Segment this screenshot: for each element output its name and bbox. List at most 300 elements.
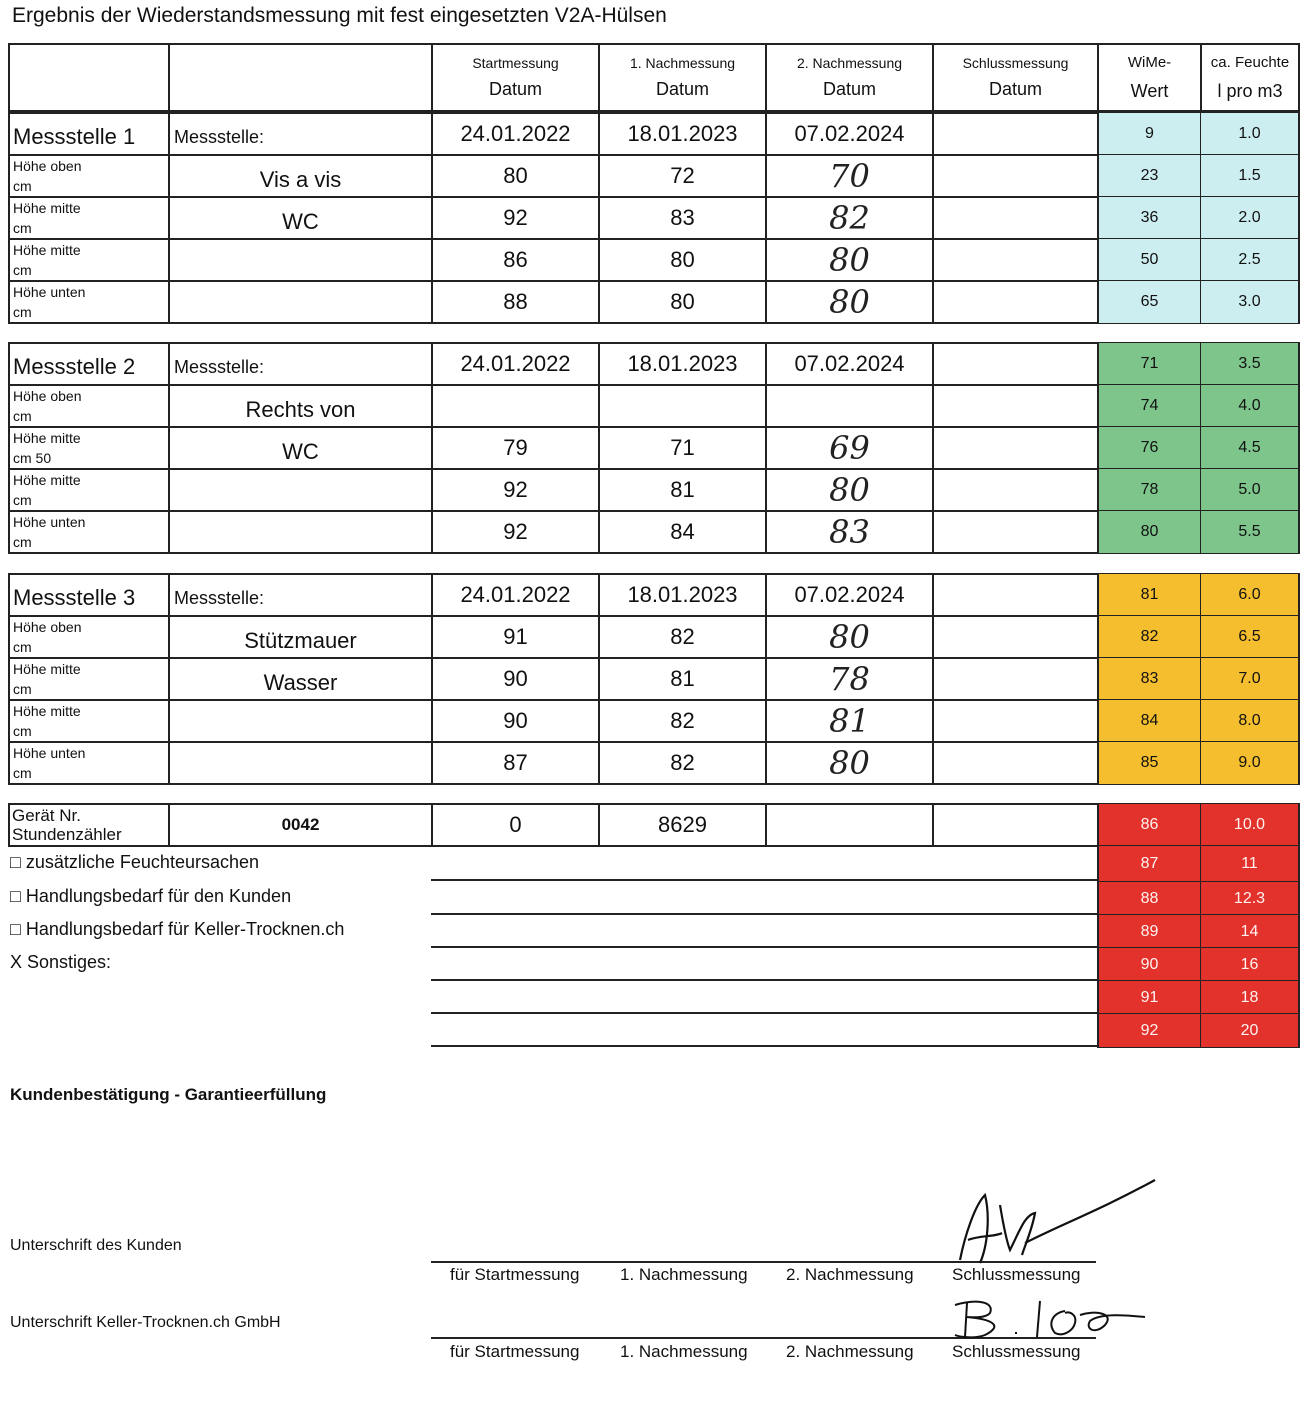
handwritten-value: 80 <box>829 744 870 782</box>
value-cell <box>932 699 1099 743</box>
scale-wime-cell <box>1097 573 1202 617</box>
measurement-date: 18.01.2023 <box>627 582 738 607</box>
location-cell <box>168 699 433 743</box>
section-name-cell <box>8 342 170 386</box>
device-label-number: Gerät Nr. <box>12 806 81 825</box>
write-line <box>431 979 1099 981</box>
handwritten-value: 80 <box>829 241 870 279</box>
device-value-cell <box>932 803 1099 847</box>
header-datum-label: Datum <box>988 79 1042 99</box>
scale-wime-cell <box>1097 154 1202 198</box>
location-text: Wasser <box>263 670 338 695</box>
header-datum-label: Datum <box>822 79 876 99</box>
location-cell <box>168 657 433 701</box>
value-cell <box>932 426 1099 470</box>
messstelle-label: Messstelle: <box>174 357 265 377</box>
date-cell <box>598 342 767 386</box>
device-label-hours: Stundenzähler <box>12 825 122 844</box>
scale-feuchte-cell <box>1200 112 1300 156</box>
value-cell <box>765 741 934 785</box>
header-col-label: Schlussmessung <box>962 55 1069 71</box>
device-value-cell <box>431 803 600 847</box>
header-col-1 <box>598 43 767 112</box>
device-value-cell <box>598 803 767 847</box>
scale-wime-cell <box>1097 845 1202 883</box>
value-cell <box>431 741 600 785</box>
scale-feuchte-value: 2.0 <box>1238 209 1261 226</box>
messstelle-label-cell <box>168 573 433 617</box>
date-cell <box>431 342 600 386</box>
value-cell <box>598 741 767 785</box>
value-cell <box>598 154 767 198</box>
row-label-cell <box>8 280 170 324</box>
company-signature-sublabel: 1. Nachmessung <box>620 1342 748 1361</box>
value-cell <box>932 384 1099 428</box>
value-cell <box>598 280 767 324</box>
scale-feuchte-cell <box>1200 699 1300 743</box>
measured-value: 82 <box>670 750 695 775</box>
date-cell <box>932 342 1099 386</box>
handwritten-value: 80 <box>829 471 870 509</box>
scale-wime-value: 89 <box>1140 922 1159 940</box>
scale-wime-cell <box>1097 615 1202 659</box>
value-cell <box>765 657 934 701</box>
scale-feuchte-cell <box>1200 741 1300 785</box>
value-cell <box>932 741 1099 785</box>
row-label-cell <box>8 238 170 282</box>
location-cell <box>168 384 433 428</box>
value-cell <box>598 196 767 240</box>
option-item[interactable]: □ Handlungsbedarf für den Kunden <box>10 886 292 906</box>
scale-feuchte-value: 3.0 <box>1238 293 1261 310</box>
value-cell <box>932 468 1099 512</box>
device-number-cell <box>168 803 433 847</box>
customer-signature-sublabel: 1. Nachmessung <box>620 1265 748 1284</box>
date-cell <box>598 112 767 156</box>
header-col-3 <box>932 43 1099 112</box>
row-label-height: Höhe mitte <box>13 242 81 258</box>
value-cell <box>431 510 600 554</box>
scale-wime-value: 76 <box>1140 439 1159 456</box>
value-cell <box>431 699 600 743</box>
value-cell <box>765 238 934 282</box>
scale-feuchte-cell <box>1200 510 1300 554</box>
date-cell <box>765 573 934 617</box>
date-cell <box>431 112 600 156</box>
scale-feuchte-value: 9.0 <box>1238 754 1261 771</box>
scale-wime-cell <box>1097 881 1202 916</box>
scale-feuchte-value: 16 <box>1240 955 1259 973</box>
scale-wime-cell <box>1097 196 1202 240</box>
measurement-date: 07.02.2024 <box>794 582 905 607</box>
measured-value: 86 <box>503 247 528 272</box>
value-cell <box>431 384 600 428</box>
scale-feuchte-value: 20 <box>1240 1021 1259 1039</box>
scale-feuchte-value: 8.0 <box>1238 712 1261 729</box>
row-label-unit: cm <box>13 723 32 739</box>
scale-wime-value: 87 <box>1140 855 1159 872</box>
measured-value: 79 <box>503 435 528 460</box>
measured-value: 72 <box>670 163 695 188</box>
device-number: 0042 <box>281 815 320 834</box>
scale-feuchte-value: 12.3 <box>1233 889 1266 907</box>
value-cell <box>765 154 934 198</box>
row-label-unit: cm <box>13 262 32 278</box>
row-label-cell <box>8 196 170 240</box>
scale-feuchte-value: 11 <box>1241 855 1258 872</box>
measured-value: 83 <box>670 205 695 230</box>
measurement-date: 24.01.2022 <box>460 351 571 376</box>
value-cell <box>932 196 1099 240</box>
value-cell <box>598 468 767 512</box>
header-col-label: 1. Nachmessung <box>629 55 736 71</box>
measured-value: 80 <box>670 247 695 272</box>
header-feuchte <box>1200 43 1300 112</box>
scale-wime-cell <box>1097 342 1202 386</box>
write-line <box>431 946 1099 948</box>
scale-wime-value: 23 <box>1140 167 1159 184</box>
scale-feuchte-value: 14 <box>1240 922 1259 940</box>
handwritten-value: 81 <box>829 702 870 740</box>
measured-value: 80 <box>670 289 695 314</box>
value-cell <box>765 699 934 743</box>
option-item[interactable]: □ Handlungsbedarf für Keller-Trocknen.ch <box>10 919 345 939</box>
location-cell <box>168 468 433 512</box>
measurement-date: 07.02.2024 <box>794 121 905 146</box>
scale-wime-value: 65 <box>1140 293 1159 310</box>
measured-value: 84 <box>670 519 695 544</box>
scale-feuchte-cell <box>1200 914 1300 949</box>
company-signature-sublabel: für Startmessung <box>450 1342 580 1361</box>
scale-feuchte-value: 10.0 <box>1233 816 1266 833</box>
measurement-date: 24.01.2022 <box>460 121 571 146</box>
scale-wime-cell <box>1097 947 1202 982</box>
value-cell <box>932 238 1099 282</box>
scale-wime-value: 86 <box>1140 816 1159 833</box>
value-cell <box>431 468 600 512</box>
measured-value: 90 <box>503 666 528 691</box>
value-cell <box>765 196 934 240</box>
measurement-date: 18.01.2023 <box>627 121 738 146</box>
header-datum-label: Datum <box>655 79 709 99</box>
handwritten-value: 70 <box>829 157 870 195</box>
scale-feuchte-cell <box>1200 426 1300 470</box>
value-cell <box>431 426 600 470</box>
header-wime <box>1097 43 1202 112</box>
scale-feuchte-cell <box>1200 845 1300 883</box>
location-cell <box>168 196 433 240</box>
row-label-height: Höhe unten <box>13 745 86 761</box>
location-cell <box>168 238 433 282</box>
company-signature-sublabel: Schlussmessung <box>952 1342 1081 1361</box>
company-signature-sublabel: 2. Nachmessung <box>786 1342 914 1361</box>
company-signature-image <box>945 1295 1165 1345</box>
row-label-unit: cm <box>13 492 32 508</box>
scale-wime-cell <box>1097 468 1202 512</box>
scale-feuchte-cell <box>1200 280 1300 324</box>
scale-feuchte-value: 2.5 <box>1238 251 1261 268</box>
value-cell <box>598 510 767 554</box>
row-label-cell <box>8 510 170 554</box>
scale-wime-cell <box>1097 657 1202 701</box>
row-label-height: Höhe oben <box>13 619 82 635</box>
scale-wime-value: 9 <box>1145 125 1154 142</box>
value-cell <box>765 615 934 659</box>
row-label-height: Höhe mitte <box>13 200 81 216</box>
measured-value: 87 <box>503 750 528 775</box>
value-cell <box>598 238 767 282</box>
device-hours-value: 8629 <box>658 812 707 837</box>
measured-value: 71 <box>670 435 695 460</box>
value-cell <box>598 426 767 470</box>
location-cell <box>168 510 433 554</box>
row-label-height: Höhe unten <box>13 284 86 300</box>
scale-feuchte-cell <box>1200 238 1300 282</box>
value-cell <box>431 196 600 240</box>
measurement-date: 07.02.2024 <box>794 351 905 376</box>
value-cell <box>932 510 1099 554</box>
customer-signature-label: Unterschrift des Kunden <box>10 1237 182 1254</box>
row-label-height: Höhe unten <box>13 514 86 530</box>
location-text: Vis a vis <box>259 167 342 192</box>
customer-signature-sublabel: 2. Nachmessung <box>786 1265 914 1284</box>
page-title: Ergebnis der Wiederstandsmessung mit fest eingesetzten V2A-Hülsen <box>12 4 667 27</box>
date-cell <box>431 573 600 617</box>
write-line <box>431 1045 1099 1047</box>
write-line <box>431 879 1099 881</box>
header-col-label: Startmessung <box>472 55 559 71</box>
row-label-cell <box>8 426 170 470</box>
scale-wime-value: 74 <box>1140 397 1159 414</box>
handwritten-value: 80 <box>829 618 870 656</box>
scale-feuchte-value: 1.0 <box>1238 125 1261 142</box>
scale-wime-value: 83 <box>1140 670 1159 687</box>
handwritten-value: 82 <box>829 199 870 237</box>
confirmation-title: Kundenbestätigung - Garantieerfüllung <box>10 1085 327 1104</box>
location-text: WC <box>282 209 319 234</box>
value-cell <box>765 384 934 428</box>
measured-value: 92 <box>503 205 528 230</box>
row-label-unit: cm <box>13 534 32 550</box>
scale-feuchte-value: 4.0 <box>1238 397 1261 414</box>
scale-wime-value: 91 <box>1140 988 1159 1006</box>
measured-value: 82 <box>670 624 695 649</box>
scale-feuchte-value: 3.5 <box>1238 355 1261 372</box>
scale-feuchte-cell <box>1200 803 1300 847</box>
scale-wime-cell <box>1097 741 1202 785</box>
value-cell <box>431 657 600 701</box>
scale-wime-value: 50 <box>1140 251 1159 268</box>
scale-wime-value: 85 <box>1140 754 1159 771</box>
scale-feuchte-value: 18 <box>1240 988 1259 1006</box>
date-cell <box>765 342 934 386</box>
messstelle-label: Messstelle: <box>174 588 265 608</box>
section-name-cell <box>8 112 170 156</box>
value-cell <box>765 468 934 512</box>
scale-wime-value: 90 <box>1140 955 1159 973</box>
scale-feuchte-value: 1.5 <box>1238 167 1261 184</box>
device-label-cell <box>8 803 170 847</box>
value-cell <box>598 699 767 743</box>
header-feuchte-top: ca. Feuchte <box>1210 53 1290 71</box>
scale-feuchte-cell <box>1200 384 1300 428</box>
scale-feuchte-value: 6.0 <box>1238 586 1261 603</box>
scale-wime-value: 80 <box>1140 523 1159 540</box>
row-label-unit: cm <box>13 681 32 697</box>
row-label-unit: cm <box>13 220 32 236</box>
row-label-height: Höhe mitte <box>13 430 81 446</box>
header-blank-2 <box>168 43 433 112</box>
row-label-cell <box>8 699 170 743</box>
measured-value: 92 <box>503 477 528 502</box>
header-col-label: 2. Nachmessung <box>796 55 903 71</box>
handwritten-value: 80 <box>829 283 870 321</box>
scale-feuchte-cell <box>1200 196 1300 240</box>
row-label-cell <box>8 615 170 659</box>
scale-wime-cell <box>1097 112 1202 156</box>
option-item[interactable]: □ zusätzliche Feuchteursachen <box>10 852 260 872</box>
measurement-date: 18.01.2023 <box>627 351 738 376</box>
value-cell <box>765 280 934 324</box>
customer-signature-sublabel: Schlussmessung <box>952 1265 1081 1284</box>
scale-feuchte-cell <box>1200 881 1300 916</box>
scale-feuchte-cell <box>1200 342 1300 386</box>
date-cell <box>932 112 1099 156</box>
date-cell <box>598 573 767 617</box>
row-label-unit: cm <box>13 304 32 320</box>
row-label-cell <box>8 384 170 428</box>
row-label-unit: cm 50 <box>13 450 52 466</box>
messstelle-label: Messstelle: <box>174 127 265 147</box>
value-cell <box>932 657 1099 701</box>
scale-feuchte-cell <box>1200 657 1300 701</box>
write-line <box>431 913 1099 915</box>
scale-wime-value: 71 <box>1140 355 1159 372</box>
scale-feuchte-value: 5.5 <box>1238 523 1261 540</box>
row-label-cell <box>8 657 170 701</box>
value-cell <box>598 615 767 659</box>
row-label-height: Höhe mitte <box>13 703 81 719</box>
header-col-2 <box>765 43 934 112</box>
measurement-date: 24.01.2022 <box>460 582 571 607</box>
row-label-cell <box>8 741 170 785</box>
header-blank-1 <box>8 43 170 112</box>
value-cell <box>598 657 767 701</box>
section-name: Messstelle 2 <box>13 354 136 379</box>
scale-wime-value: 36 <box>1140 209 1159 226</box>
measured-value: 92 <box>503 519 528 544</box>
date-cell <box>765 112 934 156</box>
scale-feuchte-cell <box>1200 615 1300 659</box>
row-label-unit: cm <box>13 408 32 424</box>
value-cell <box>431 615 600 659</box>
header-wime-bottom: Wert <box>1130 80 1169 101</box>
scale-wime-cell <box>1097 280 1202 324</box>
value-cell <box>765 426 934 470</box>
scale-feuchte-cell <box>1200 468 1300 512</box>
row-label-height: Höhe oben <box>13 158 82 174</box>
section-name: Messstelle 1 <box>13 124 136 149</box>
measured-value: 80 <box>503 163 528 188</box>
location-cell <box>168 741 433 785</box>
measured-value: 81 <box>670 477 695 502</box>
row-label-unit: cm <box>13 639 32 655</box>
section-name: Messstelle 3 <box>13 585 136 610</box>
customer-signature-image <box>940 1175 1160 1275</box>
row-label-unit: cm <box>13 765 32 781</box>
value-cell <box>932 615 1099 659</box>
write-line <box>431 1012 1099 1014</box>
company-signature-label: Unterschrift Keller-Trocknen.ch GmbH <box>10 1314 281 1331</box>
location-cell <box>168 615 433 659</box>
scale-wime-cell <box>1097 699 1202 743</box>
scale-wime-value: 78 <box>1140 481 1159 498</box>
scale-wime-cell <box>1097 914 1202 949</box>
scale-wime-cell <box>1097 980 1202 1015</box>
header-wime-top: WiMe- <box>1127 53 1172 71</box>
scale-wime-cell <box>1097 1013 1202 1048</box>
value-cell <box>431 280 600 324</box>
row-label-height: Höhe mitte <box>13 472 81 488</box>
location-cell <box>168 280 433 324</box>
value-cell <box>598 384 767 428</box>
measured-value: 91 <box>503 624 528 649</box>
option-item[interactable]: X Sonstiges: <box>10 952 112 972</box>
scale-wime-cell <box>1097 803 1202 847</box>
location-cell <box>168 154 433 198</box>
scale-feuchte-cell <box>1200 947 1300 982</box>
date-cell <box>932 573 1099 617</box>
scale-wime-value: 88 <box>1140 889 1159 907</box>
header-col-0 <box>431 43 600 112</box>
customer-signature-sublabel: für Startmessung <box>450 1265 580 1284</box>
scale-wime-value: 81 <box>1140 586 1159 603</box>
handwritten-value: 83 <box>829 513 870 551</box>
scale-feuchte-value: 6.5 <box>1238 628 1261 645</box>
scale-feuchte-value: 5.0 <box>1238 481 1261 498</box>
value-cell <box>932 154 1099 198</box>
scale-wime-cell <box>1097 426 1202 470</box>
measured-value: 82 <box>670 708 695 733</box>
location-text: Rechts von <box>245 397 356 422</box>
location-text: WC <box>282 439 319 464</box>
messstelle-label-cell <box>168 342 433 386</box>
device-hours-value: 0 <box>509 812 522 837</box>
scale-feuchte-cell <box>1200 980 1300 1015</box>
scale-feuchte-value: 7.0 <box>1238 670 1261 687</box>
scale-feuchte-value: 4.5 <box>1238 439 1261 456</box>
scale-wime-value: 82 <box>1140 628 1159 645</box>
measured-value: 88 <box>503 289 528 314</box>
messstelle-label-cell <box>168 112 433 156</box>
header-datum-label: Datum <box>488 79 542 99</box>
section-name-cell <box>8 573 170 617</box>
location-cell <box>168 426 433 470</box>
value-cell <box>932 280 1099 324</box>
header-feuchte-bottom: l pro m3 <box>1217 80 1283 101</box>
scale-wime-value: 84 <box>1140 712 1159 729</box>
value-cell <box>765 510 934 554</box>
scale-wime-value: 92 <box>1140 1021 1159 1039</box>
scale-feuchte-cell <box>1200 573 1300 617</box>
scale-feuchte-cell <box>1200 1013 1300 1048</box>
row-label-height: Höhe mitte <box>13 661 81 677</box>
handwritten-value: 69 <box>829 429 870 467</box>
scale-feuchte-cell <box>1200 154 1300 198</box>
device-value-cell <box>765 803 934 847</box>
row-label-cell <box>8 468 170 512</box>
scale-wime-cell <box>1097 510 1202 554</box>
